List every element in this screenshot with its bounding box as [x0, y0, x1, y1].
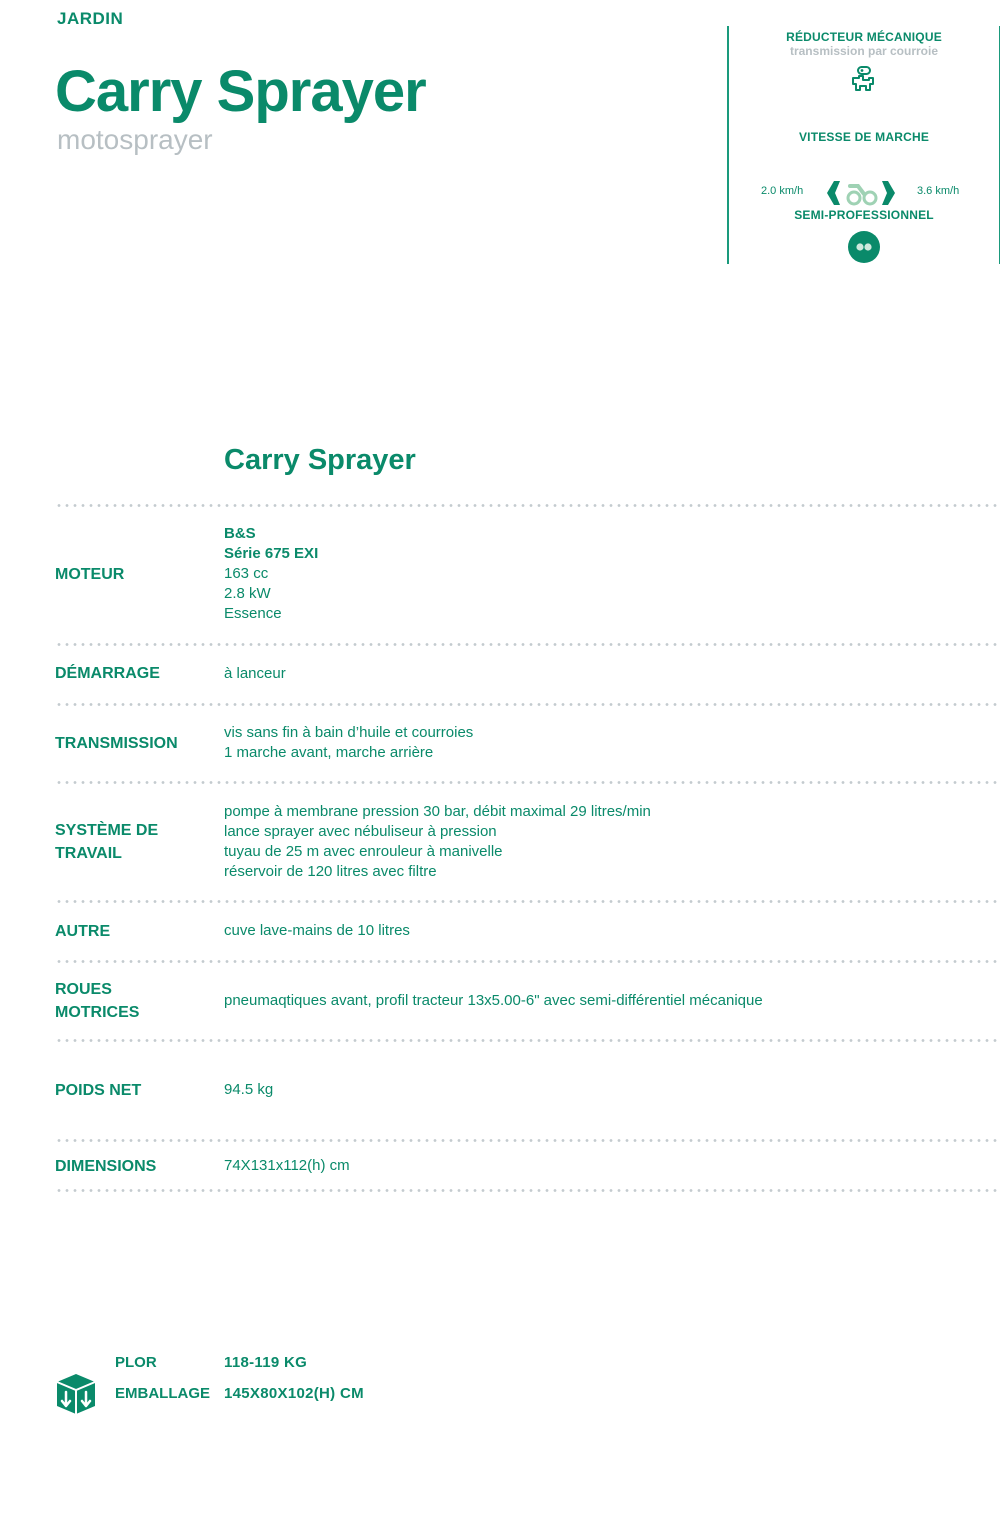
spec-line: Série 675 EXI: [224, 545, 319, 562]
divider: [55, 703, 1000, 706]
page-subtitle: motosprayer: [57, 124, 213, 155]
divider: [55, 900, 1000, 903]
spec-line: 163 cc: [224, 565, 269, 582]
packaging-value: 145X80X102(H) CM: [224, 1385, 364, 1402]
spec-value-roues: [224, 991, 763, 1011]
divider: [55, 1039, 1000, 1042]
level-dots-icon: [729, 230, 999, 269]
feature-panel: [727, 26, 1000, 264]
page-title: Carry Sprayer: [55, 59, 426, 124]
spec-label-roues: [55, 978, 139, 1024]
spec-line: lance sprayer avec nébuliseur à pression: [224, 823, 497, 840]
category-label: JARDIN: [57, 9, 124, 28]
spec-label-demarrage: DÉMARRAGE: [55, 665, 160, 682]
spec-line: B&S: [224, 525, 256, 542]
level-feature: [729, 208, 999, 269]
reducer-feature: [729, 30, 999, 103]
spec-line: 2.8 kW: [224, 585, 271, 602]
reducer-title: RÉDUCTEUR MÉCANIQUE: [786, 30, 942, 44]
spec-value-autre: [224, 921, 410, 941]
spec-value-moteur: [224, 524, 318, 624]
divider: [55, 1139, 1000, 1142]
speed-feature: [729, 130, 999, 144]
spec-value-dimensions: [224, 1156, 350, 1176]
spec-label-dimensions: DIMENSIONS: [55, 1158, 157, 1175]
divider: [55, 504, 1000, 507]
spec-line: tuyau de 25 m avec enrouleur à manivelle: [224, 843, 503, 860]
divider: [55, 1189, 1000, 1192]
divider: [55, 643, 1000, 646]
speed-min: 2.0 km/h: [761, 185, 804, 197]
spec-line: réservoir de 120 litres avec filtre: [224, 863, 437, 880]
spec-label-line: TRAVAIL: [55, 845, 122, 862]
gross-weight-label: PLOR: [115, 1354, 157, 1371]
speed-max: 3.6 km/h: [917, 185, 960, 197]
spec-line: cuve lave-mains de 10 litres: [224, 922, 410, 939]
packaging-label: EMBALLAGE: [115, 1385, 210, 1402]
package-icon: [55, 1372, 97, 1421]
speed-row: [729, 178, 999, 208]
spec-line: pompe à membrane pression 30 bar, débit maximal 29 litres/min: [224, 803, 651, 820]
reducer-subtitle: transmission par courroie: [789, 44, 939, 58]
spec-line: vis sans fin à bain d’huile et courroies: [224, 724, 474, 741]
spec-line: 74X131x112(h) cm: [224, 1157, 350, 1174]
gearbox-icon: [729, 64, 999, 103]
gross-weight-value: 118-119 KG: [224, 1354, 308, 1371]
spec-label-autre: AUTRE: [55, 923, 111, 940]
spec-label-line: SYSTÈME DE: [55, 822, 159, 839]
spec-value-demarrage: [224, 664, 286, 684]
spec-line: 94.5 kg: [224, 1081, 274, 1098]
specs-title: Carry Sprayer: [224, 444, 416, 476]
spec-line: à lanceur: [224, 665, 286, 682]
spec-line: 1 marche avant, marche arrière: [224, 744, 434, 761]
spec-label-moteur: MOTEUR: [55, 566, 125, 583]
spec-value-systeme: [224, 802, 651, 882]
spec-label-transmission: TRANSMISSION: [55, 735, 178, 752]
spec-label-poids: POIDS NET: [55, 1082, 142, 1099]
spec-label-line: ROUES: [55, 981, 112, 998]
spec-value-poids: [224, 1080, 273, 1100]
spec-label-line: MOTRICES: [55, 1004, 140, 1021]
spec-label-systeme: [55, 819, 158, 865]
speed-title: VITESSE DE MARCHE: [798, 130, 930, 144]
divider: [55, 781, 1000, 784]
spec-line: Essence: [224, 605, 282, 622]
spec-line: pneumaqtiques avant, profil tracteur 13x5.00-6" avec semi-différentiel mécanique: [224, 992, 763, 1009]
level-title: SEMI-PROFESSIONNEL: [794, 208, 934, 222]
divider: [55, 960, 1000, 963]
spec-value-transmission: [224, 723, 473, 763]
